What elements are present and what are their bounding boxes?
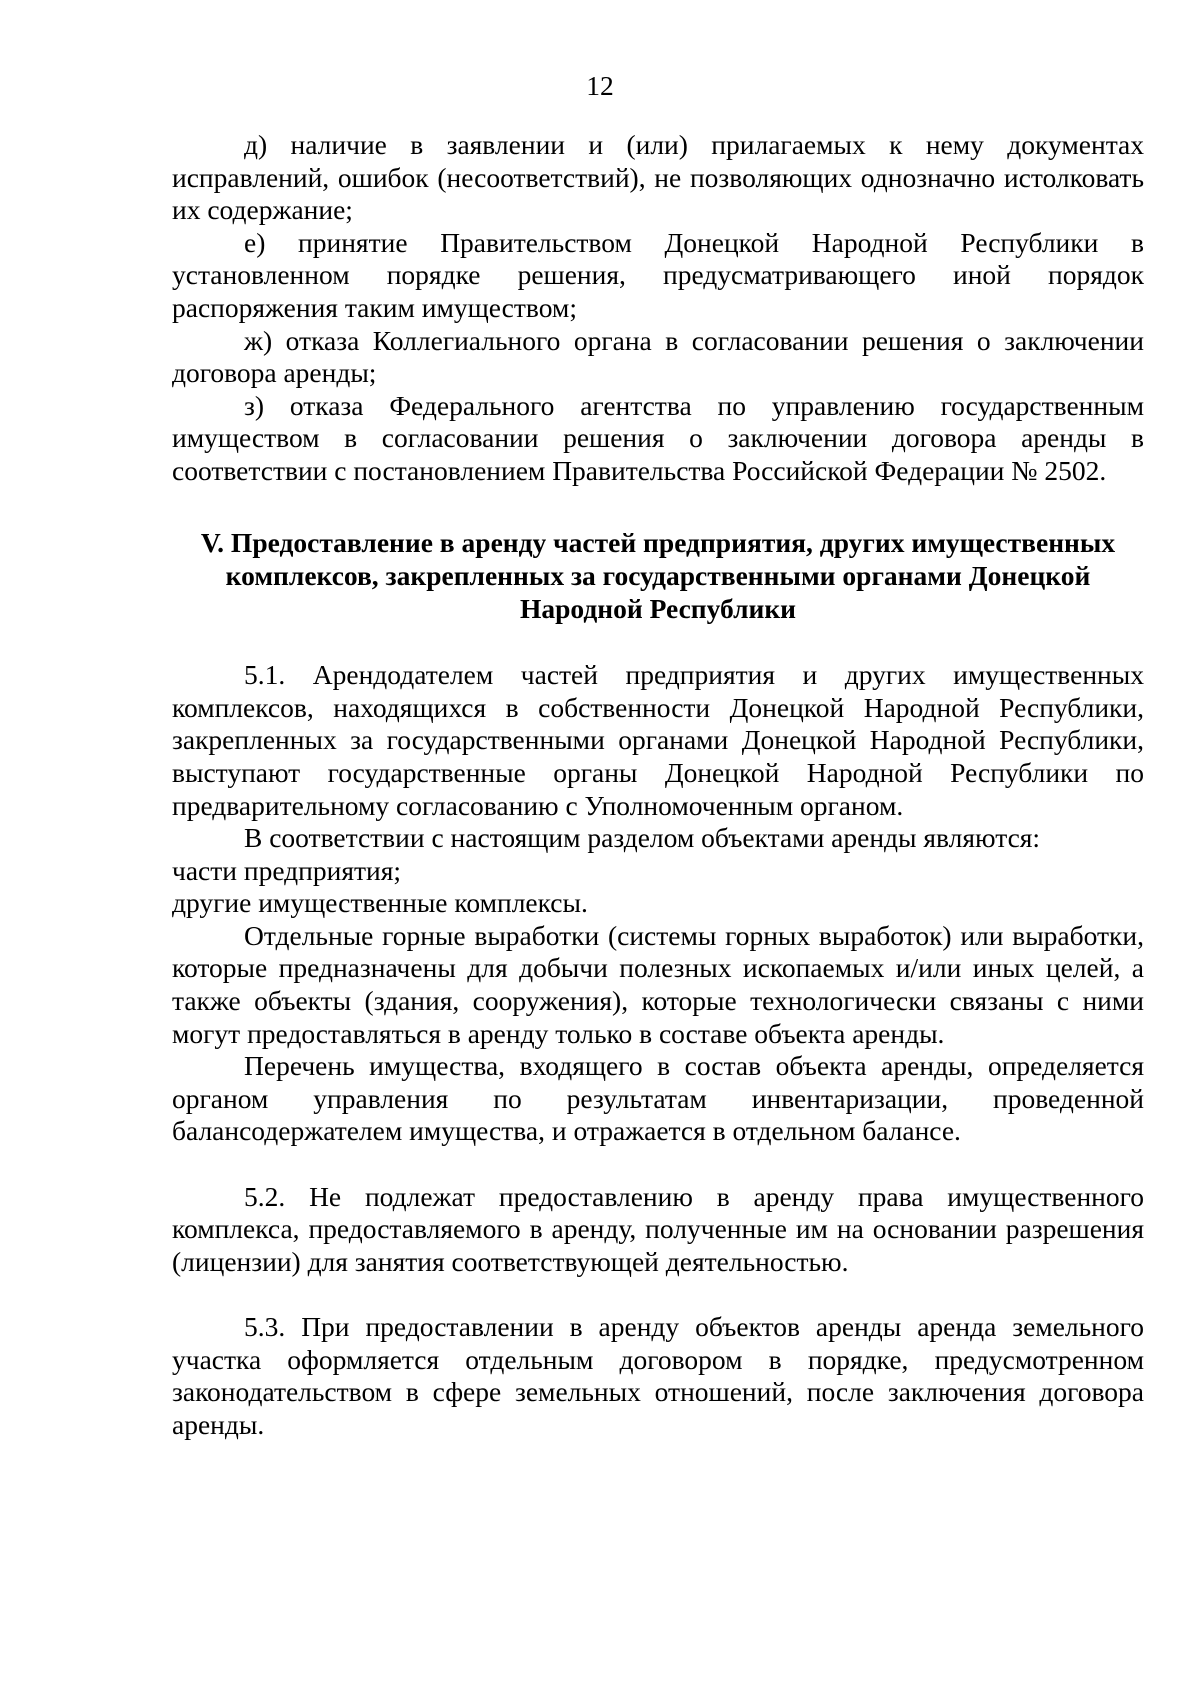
paragraph-5-1-inventory: Перечень имущества, входящего в состав объекта аренды, определяется органом управления по результатам инвентаризации, проведенной балансодержателем имущества, и отражается в отдельном балансе.: [172, 1050, 1144, 1147]
spacer: [172, 1148, 1144, 1181]
section-heading-line-3: Народной Республики: [519, 593, 797, 625]
spacer: [172, 1278, 1144, 1311]
paragraph-5-1-mining: Отдельные горные выработки (системы горных выработок) или выработки, которые предназначены для добычи полезных ископаемых и/или иных целей, а также объекты (здания, сооружения), которые технологически связаны с ними могут предоставляться в аренду только в составе объекта аренды.: [172, 919, 1144, 1049]
list-item-z: з) отказа Федерального агентства по управлению государственным имуществом в согласовании решения о заключении договора аренды в соответствии с постановлением Правительства Российской Федерации № 2502.: [172, 389, 1144, 486]
spacer: [172, 488, 1144, 521]
list-item-zh: ж) отказа Коллегиального органа в согласовании решения о заключении договора аренды;: [172, 324, 1144, 389]
spacer: [172, 625, 1144, 659]
section-heading-line-2: комплексов, закрепленных за государственными органами Донецкой: [225, 560, 1091, 592]
page-number: 12: [586, 70, 614, 101]
objects-list-item-1: части предприятия;: [172, 854, 402, 886]
list-item-e: е) принятие Правительством Донецкой Народной Республики в установленном порядке решения, предусматривающего иной порядок распоряжения таким имуществом;: [172, 226, 1144, 323]
objects-list-item-2: другие имущественные комплексы.: [172, 887, 588, 919]
paragraph-5-1: 5.1. Арендодателем частей предприятия и других имущественных комплексов, находящихся в собственности Донецкой Народной Республики, закрепленных за государственными органами Донецкой Народной Республики, выступают государственные органы Донецкой Народной Республики по предварительному согласованию с Уполномоченным органом.: [172, 659, 1144, 821]
document-body: [172, 129, 1144, 1441]
paragraph-5-1-objects: В соответствии с настоящим разделом объектами аренды являются:: [244, 822, 1041, 854]
paragraph-5-3: 5.3. При предоставлении в аренду объектов аренды аренда земельного участка оформляется отдельным договором в порядке, предусмотренном законодательством в сфере земельных отношений, после заключения договора аренды.: [172, 1311, 1144, 1440]
section-heading: [172, 526, 1144, 625]
section-heading-line-1: V. Предоставление в аренду частей предприятия, других имущественных: [200, 527, 1116, 559]
paragraph-5-2: 5.2. Не подлежат предоставлению в аренду права имущественного комплекса, предоставляемого в аренду, полученные им на основании разрешения (лицензии) для занятия соответствующей деятельностью.: [172, 1180, 1144, 1277]
list-item-d: д) наличие в заявлении и (или) прилагаемых к нему документах исправлений, ошибок (несоответствий), не позволяющих однозначно истолковать их содержание;: [172, 129, 1144, 226]
